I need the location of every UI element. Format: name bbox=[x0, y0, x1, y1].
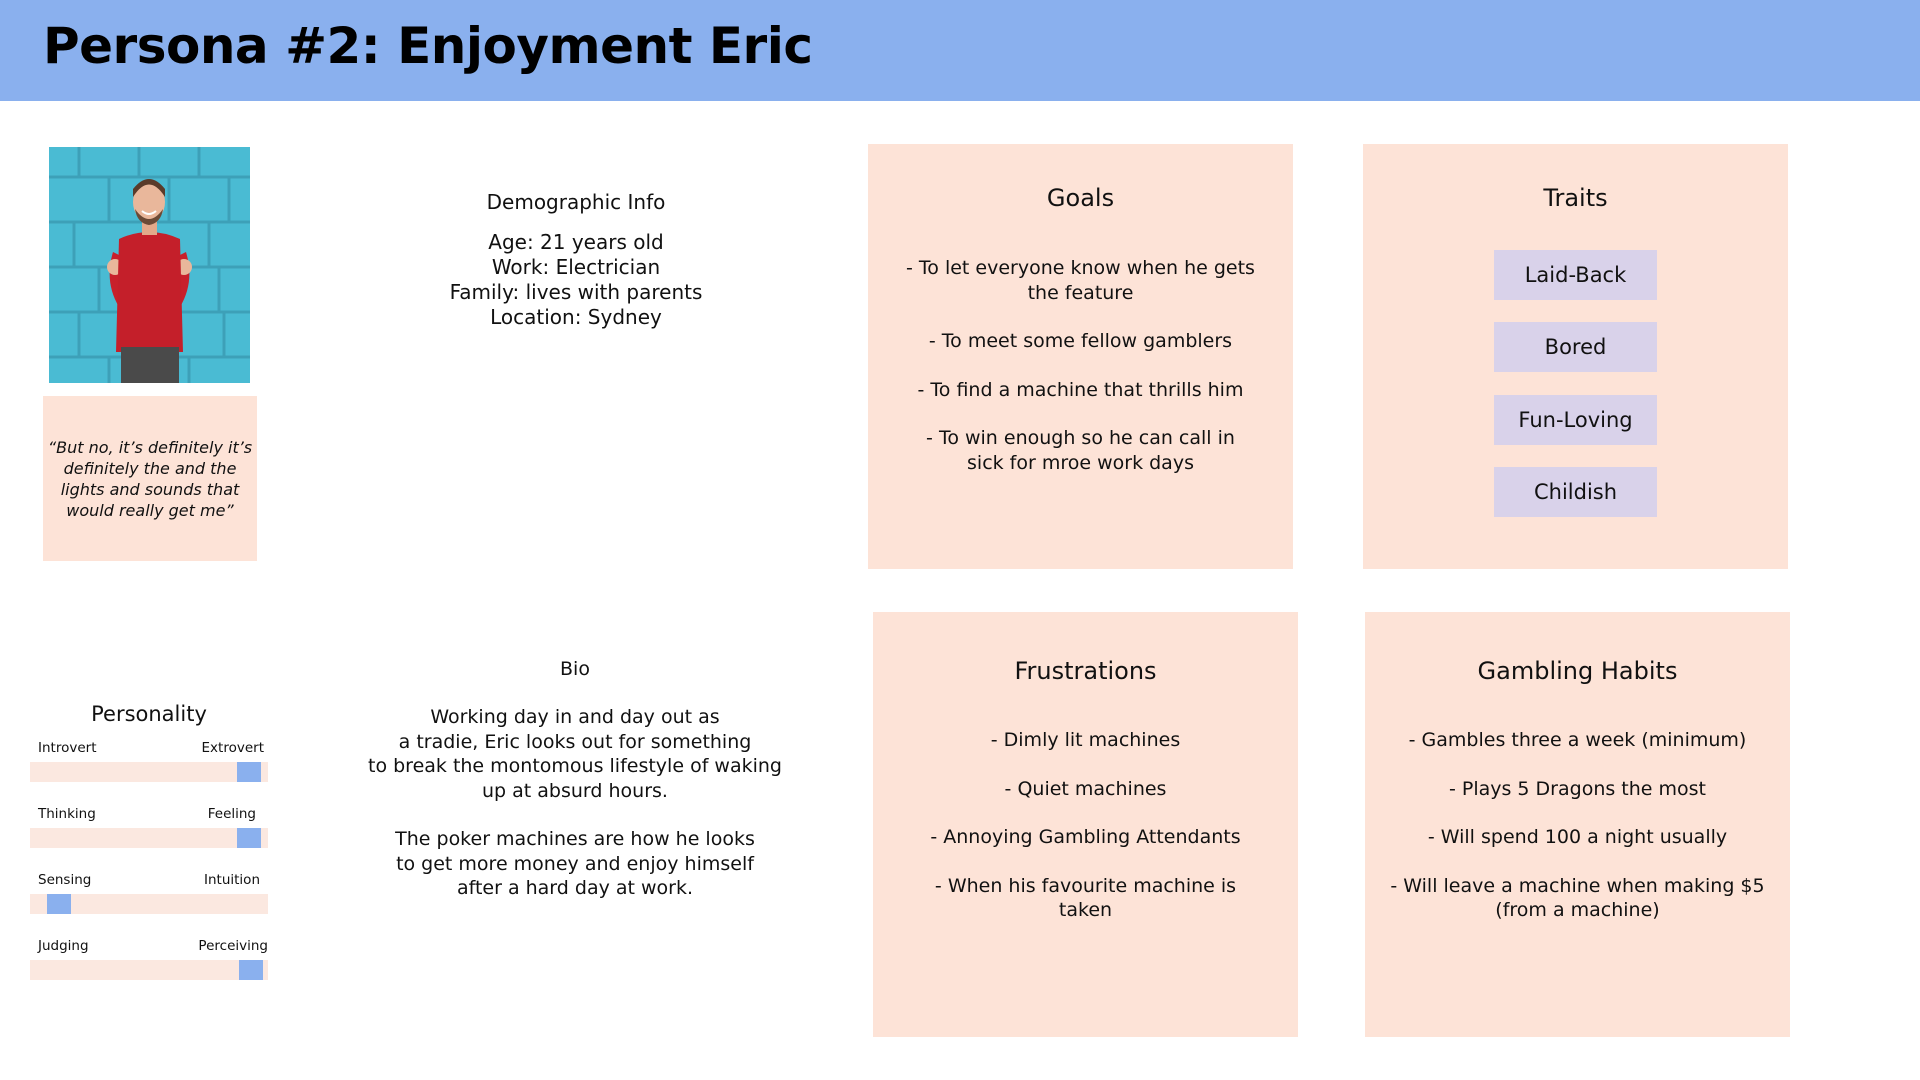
scale-left-label: Sensing bbox=[38, 872, 92, 888]
goals-card bbox=[868, 144, 1293, 569]
frustrations-title: Frustrations bbox=[1014, 657, 1157, 685]
bio-paragraph-2: The poker machines are how he looks to get more money and enjoy himself after a hard day at work. bbox=[395, 828, 755, 899]
habit-item: - Plays 5 Dragons the most bbox=[1448, 777, 1707, 800]
scale-left-label: Thinking bbox=[38, 806, 96, 822]
demographic-work: Work: Electrician bbox=[491, 255, 661, 279]
trait-badge: Laid-Back bbox=[1494, 250, 1657, 300]
demographic-info bbox=[400, 188, 752, 330]
persona-photo-image bbox=[49, 147, 250, 383]
traits-card bbox=[1363, 144, 1788, 569]
quote-box bbox=[43, 396, 257, 561]
habit-item: - Will leave a machine when making $5 (from a machine) bbox=[1390, 874, 1765, 921]
scale-track bbox=[30, 894, 268, 914]
page-title: Persona #2: Enjoyment Eric bbox=[43, 17, 813, 75]
personality-scale bbox=[30, 740, 268, 806]
scale-marker bbox=[237, 828, 261, 848]
gambling-habits-card bbox=[1365, 612, 1790, 1037]
scale-marker bbox=[47, 894, 71, 914]
header-bar bbox=[0, 0, 1920, 101]
demographic-family: Family: lives with parents bbox=[449, 280, 703, 304]
demographic-age: Age: 21 years old bbox=[488, 230, 664, 254]
scale-right-label: Extrovert bbox=[201, 740, 264, 756]
bio-paragraph-1: Working day in and day out as a tradie, Eric looks out for something to break the montomous lifestyle of waking up at absurd hours. bbox=[368, 706, 782, 802]
frustration-item: - Quiet machines bbox=[1004, 777, 1167, 800]
trait-badge: Childish bbox=[1494, 467, 1657, 517]
goals-title: Goals bbox=[1046, 184, 1115, 212]
goal-item: - To meet some fellow gamblers bbox=[928, 330, 1233, 352]
goal-item: - To win enough so he can call in sick for mroe work days bbox=[926, 427, 1235, 474]
demographic-location: Location: Sydney bbox=[490, 305, 662, 329]
frustration-item: - Dimly lit machines bbox=[990, 729, 1181, 751]
personality-scale bbox=[30, 806, 268, 872]
scale-marker bbox=[239, 960, 263, 980]
scale-right-label: Intuition bbox=[204, 872, 260, 888]
personality-scale bbox=[30, 872, 268, 938]
persona-quote: “But no, it’s definitely it’s definitely the and the lights and sounds that would really get me” bbox=[47, 437, 253, 520]
scale-track bbox=[30, 762, 268, 782]
scale-track bbox=[30, 828, 268, 848]
habit-item: - Will spend 100 a night usually bbox=[1427, 826, 1728, 848]
personality-title: Personality bbox=[91, 702, 207, 726]
trait-badge: Bored bbox=[1494, 322, 1657, 372]
personality-section bbox=[30, 700, 268, 1004]
scale-marker bbox=[237, 762, 261, 782]
personality-scale bbox=[30, 938, 268, 1004]
bio-title: Bio bbox=[560, 658, 590, 680]
frustration-item: - Annoying Gambling Attendants bbox=[930, 826, 1241, 848]
scale-right-label: Perceiving bbox=[198, 938, 268, 954]
gambling-habits-title: Gambling Habits bbox=[1477, 657, 1678, 685]
scale-track bbox=[30, 960, 268, 980]
scale-left-label: Judging bbox=[38, 938, 89, 954]
demographic-title: Demographic Info bbox=[486, 190, 666, 214]
frustration-item: - When his favourite machine is taken bbox=[934, 874, 1237, 921]
trait-badge: Fun-Loving bbox=[1494, 395, 1657, 445]
goal-item: - To find a machine that thrills him bbox=[917, 378, 1244, 401]
scale-left-label: Introvert bbox=[38, 740, 97, 756]
traits-title: Traits bbox=[1543, 184, 1608, 212]
persona-photo bbox=[49, 147, 250, 383]
scale-right-label: Feeling bbox=[207, 806, 256, 822]
frustrations-card bbox=[873, 612, 1298, 1037]
bio-section bbox=[355, 655, 795, 925]
habit-item: - Gambles three a week (minimum) bbox=[1408, 729, 1747, 751]
goal-item: - To let everyone know when he gets the feature bbox=[906, 257, 1255, 304]
